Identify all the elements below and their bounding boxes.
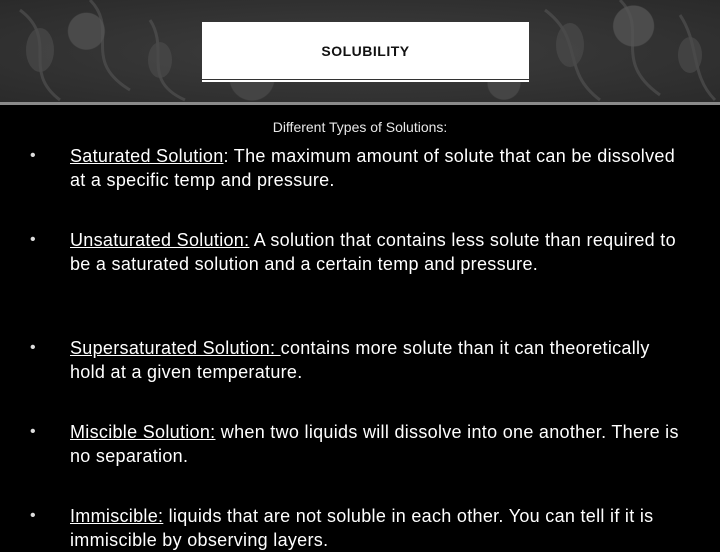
term-description: contains more solute than it can theoretically hold at a given temperature. [70, 338, 650, 382]
bullet-marker: • [30, 147, 36, 164]
term-description: : The maximum amount of solute that can be dissolved at a specific temp and pressure. [70, 146, 676, 190]
list-item-text [70, 420, 680, 468]
slide-title: SOLUBILITY [321, 43, 410, 59]
list-item-text [70, 336, 680, 384]
list-item-text [70, 228, 680, 276]
title-box [202, 22, 529, 82]
slide-subtitle: Different Types of Solutions: [272, 119, 448, 135]
header-divider [0, 102, 720, 105]
term-label: Saturated Solution [70, 146, 224, 166]
header-banner [0, 0, 720, 104]
term-description: when two liquids will dissolve into one another. There is no separation. [70, 422, 679, 466]
term-label: Immiscible: [70, 506, 164, 526]
bullet-marker: • [30, 423, 36, 440]
title-underline [202, 79, 529, 80]
term-description: A solution that contains less solute than required to be a saturated solution and a certain temp and pressure. [70, 230, 676, 274]
term-description: liquids that are not soluble in each other. You can tell if it is immiscible by observing layers. [70, 506, 654, 550]
term-label: Unsaturated Solution: [70, 230, 250, 250]
list-item-text [70, 144, 680, 192]
term-label: Miscible Solution: [70, 422, 216, 442]
bullet-marker: • [30, 507, 36, 524]
bullet-marker: • [30, 231, 36, 248]
term-label: Supersaturated Solution: [70, 338, 281, 358]
list-item-text [70, 504, 680, 552]
bullet-marker: • [30, 339, 36, 356]
